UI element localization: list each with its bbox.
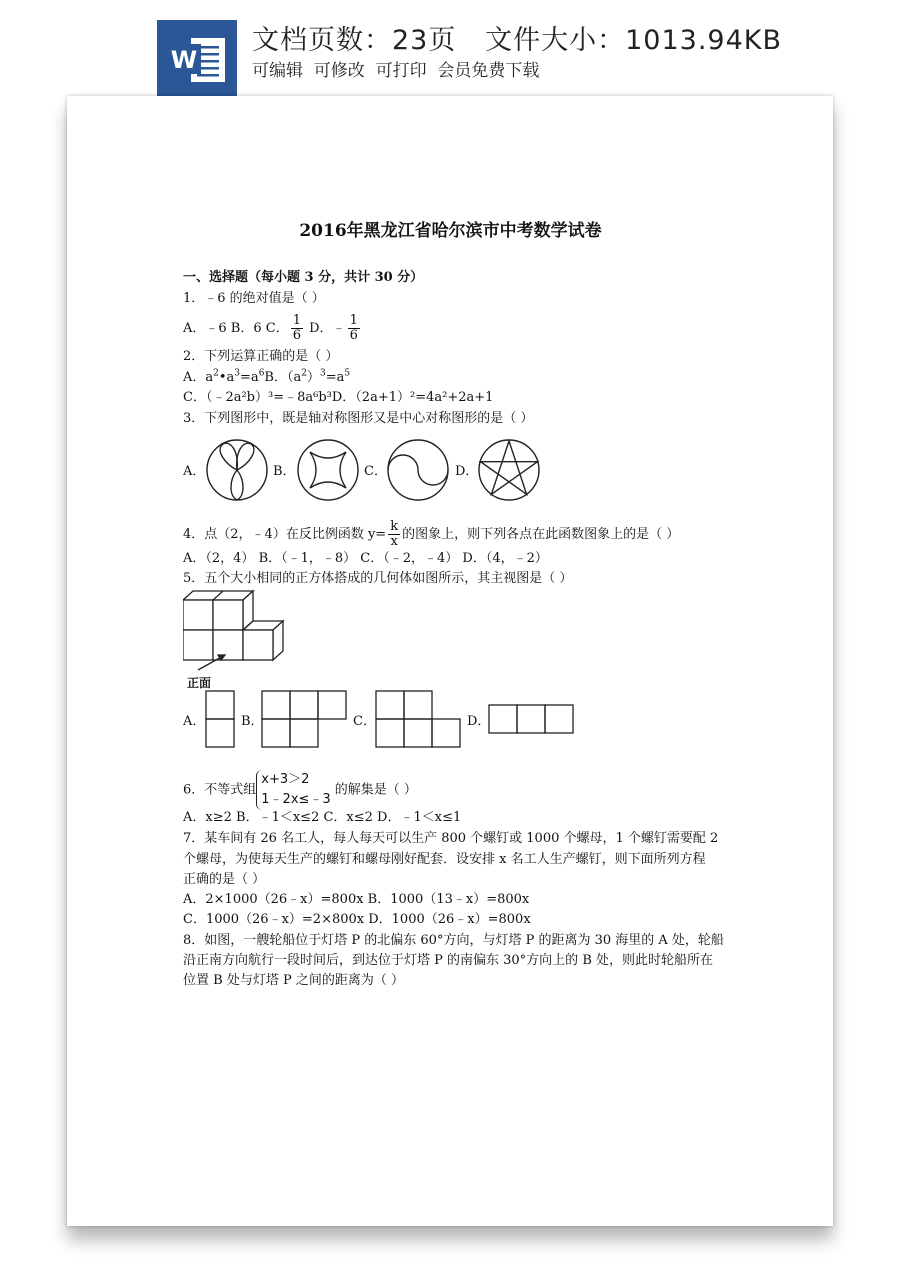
- file-info-subtitle: 可编辑 可修改 可打印 会员免费下载: [252, 61, 540, 81]
- file-info-title: 文档页数：23页 文件大小：1013.94KB: [252, 25, 782, 56]
- option-label: D．: [455, 464, 479, 479]
- document-page: [67, 96, 833, 1226]
- question-2-stem: 2．下列运算正确的是（ ）: [183, 349, 339, 364]
- question-1-stem: 1．﹣6 的绝对值是（ ）: [183, 291, 325, 306]
- download-header: [0, 0, 900, 100]
- question-7-options-cd: C．1000（26﹣x）=2×800x D．1000（26﹣x）=800x: [183, 912, 531, 927]
- trefoil-circle-figure: [205, 438, 269, 502]
- front-view-option-b: [261, 690, 351, 748]
- front-view-label: 正面: [187, 676, 212, 690]
- option-label: B．: [273, 464, 296, 479]
- option-label: C．: [353, 714, 376, 729]
- question-6-stem: 6．不等式组 x+3＞2 1﹣2x≤﹣3 的解集是（ ）: [183, 770, 417, 810]
- fraction: $\frac{k}{x}$: [390, 519, 399, 549]
- question-7-line: 7．某车间有 26 名工人，每人每天可以生产 800 个螺钉或 1000 个螺母，1 个螺钉需要配 2: [183, 831, 719, 846]
- option-label: A．: [183, 714, 206, 729]
- question-7-options-ab: A．2×1000（26﹣x）=800x B．1000（13﹣x）=800x: [183, 892, 530, 907]
- front-view-option-c: [375, 690, 465, 748]
- page-title: 2016年黑龙江省哈尔滨市中考数学试卷: [299, 221, 602, 241]
- question-4-options: A．（2，4） B．（﹣1，﹣8） C．（﹣2，﹣4） D．（4，﹣2）: [183, 551, 548, 566]
- question-1-options: A．﹣6 B．6 C． $\frac{1}{6}$ D．﹣ $\frac{1}{6}$: [183, 313, 358, 343]
- option-label: A．: [183, 464, 206, 479]
- inequality-system: x+3＞2 1﹣2x≤﹣3: [256, 770, 334, 810]
- front-view-option-d: [488, 704, 578, 736]
- word-document-icon: [157, 20, 237, 96]
- question-6-options: A．x≥2 B．﹣1＜x≤2 C．x≤2 D．﹣1＜x≤1: [183, 810, 462, 825]
- fraction: $\frac{1}{6}$: [292, 313, 301, 343]
- question-2-options-ab: A．$a^2•a^3=a^6B$．$(a^2)^3=a^5$: [183, 368, 351, 385]
- question-2-options-cd: C．（﹣2a²b）³=﹣8a⁶b³D．（2a+1）²=4a²+2a+1: [183, 390, 494, 405]
- cube-solid-figure: [183, 588, 293, 680]
- fraction: $\frac{1}{6}$: [349, 313, 358, 343]
- front-view-option-a: [205, 690, 237, 748]
- concave-square-circle-figure: [296, 438, 360, 502]
- option-label: D．: [467, 714, 491, 729]
- question-5-stem: 5．五个大小相同的正方体搭成的几何体如图所示，其主视图是（ ）: [183, 571, 573, 586]
- question-7-line: 个螺母，为使每天生产的螺钉和螺母刚好配套．设安排 x 名工人生产螺钉，则下面所列方程: [183, 852, 706, 867]
- option-label: B．: [241, 714, 264, 729]
- svg-text:W: W: [170, 46, 198, 74]
- question-8-line: 8．如图，一艘轮船位于灯塔 P 的北偏东 60°方向，与灯塔 P 的距离为 30 海里的 A 处，轮船: [183, 933, 724, 948]
- section-heading: 一、选择题（每小题 3 分，共计 30 分）: [183, 270, 424, 285]
- question-8-line: 位置 B 处与灯塔 P 之间的距离为（ ）: [183, 973, 404, 988]
- question-7-line: 正确的是（ ）: [183, 872, 266, 887]
- question-4-stem: 4．点（2，﹣4）在反比例函数 y= $\frac{k}{x}$ 的图象上，则下列各点在此函数图象上的是（ ）: [183, 519, 680, 549]
- question-8-line: 沿正南方向航行一段时间后，到达位于灯塔 P 的南偏东 30°方向上的 B 处，则此时轮船所在: [183, 953, 714, 968]
- pentagram-circle-figure: [477, 438, 541, 502]
- question-3-stem: 3．下列图形中，既是轴对称图形又是中心对称图形的是（ ）: [183, 411, 534, 426]
- wave-circle-figure: [386, 438, 450, 502]
- option-label: C．: [364, 464, 387, 479]
